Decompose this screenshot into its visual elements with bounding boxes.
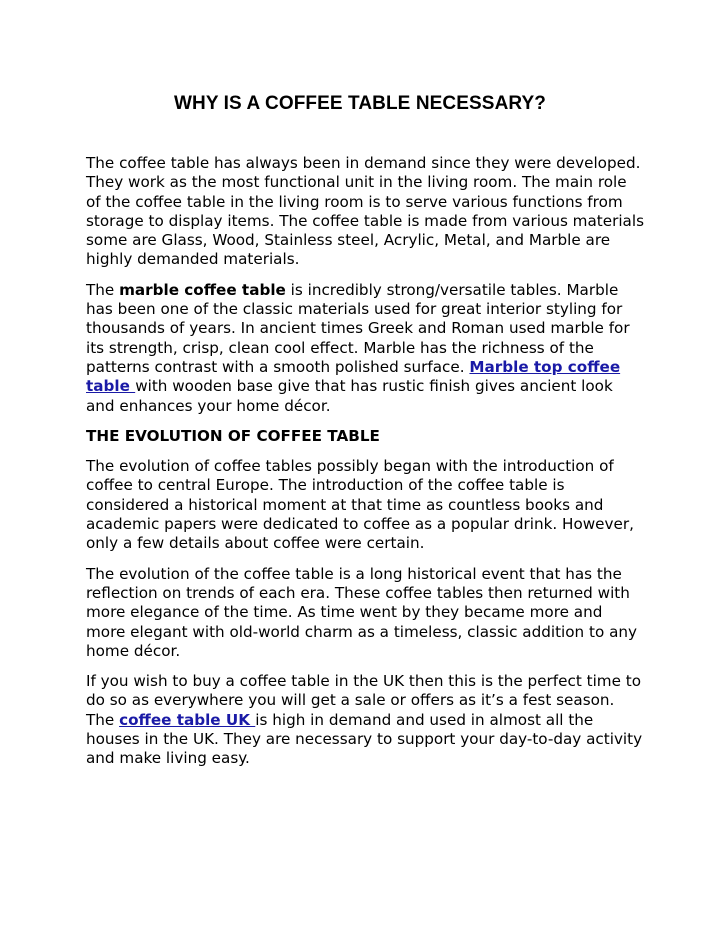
coffee-table-uk-link[interactable]: coffee table UK [119,710,256,729]
paragraph-evolution-2: The evolution of the coffee table is a long historical event that has the reflection on trends of each era. These coffee tables then returned with more elegance of the time. As time went by they became more and more elegant with old-world charm as a timeless, classic addition to any home décor. [86,564,637,660]
paragraph-marble-mid: is incredibly strong/versatile tables. Marble has been one of the classic materials used for great interior styling for thousands of years. In ancient times Greek and Roman used marble for its strength, crisp, clean cool effect. Marble has the richness of the patterns contrast with a smooth polished surface. [86,280,630,376]
paragraph-marble [86,281,646,416]
paragraph-buy-uk [86,672,646,768]
paragraph-buy-uk-lead: If you wish to buy a coffee table in the UK then this is the perfect time to do so as everywhere you will get a sale or offers as it’s a fest season. The [86,672,641,729]
marble-top-coffee-table-link[interactable]: Marble top coffee table [86,357,621,396]
section-heading-evolution: THE EVOLUTION OF COFFEE TABLE [86,426,380,445]
paragraph-marble-tail: with wooden base give that has rustic finish gives ancient look and enhances your home décor. [86,377,613,415]
paragraph-buy-uk-tail: is high in demand and used in almost all the houses in the UK. They are necessary to support your day-to-day activity and make living easy. [86,710,643,768]
paragraph-intro: The coffee table has always been in demand since they were developed. They work as the most functional unit in the living room. The main role of the coffee table in the living room is to serve various functions from storage to display items. The coffee table is made from various materials some are Glass, Wood, Stainless steel, Acrylic, Metal, and Marble are highly demanded materials. [86,154,644,269]
paragraph-evolution-1: The evolution of coffee tables possibly began with the introduction of coffee to central Europe. The introduction of the coffee table is considered a historical moment at that time as countless books and academic papers were dedicated to coffee as a popular drink. However, only a few details about coffee were certain. [86,457,634,553]
page-title: WHY IS A COFFEE TABLE NECESSARY? [174,93,546,114]
marble-coffee-table-bold: marble coffee table [119,280,286,299]
document-body [86,154,646,780]
paragraph-marble-lead: The [86,280,120,299]
